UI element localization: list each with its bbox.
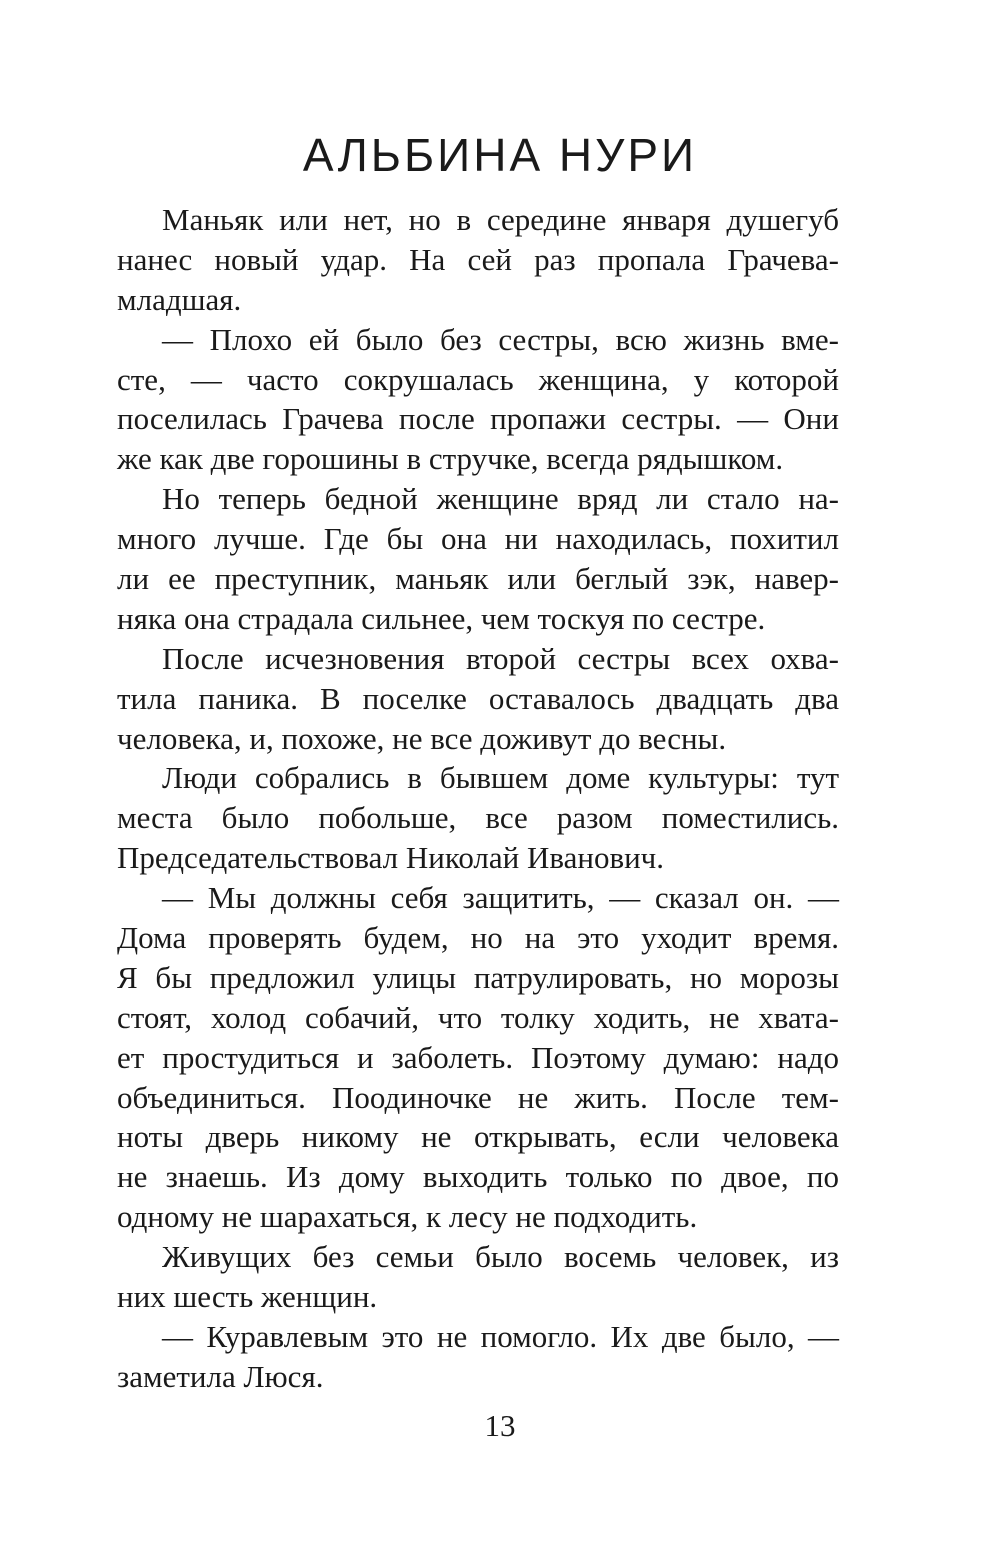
text-line: много лучше. Где бы она ни находилась, похитил [117, 521, 839, 557]
text-line: нанес новый удар. На сей раз пропала Грачева- [117, 241, 839, 277]
text-line: — Куравлевым это не помогло. Их две было, — [162, 1318, 839, 1354]
text-line: ноты дверь никому не открывать, если человека [117, 1119, 839, 1155]
paragraph [117, 1237, 839, 1317]
text-line: объединиться. Поодиночке не жить. После тем- [117, 1079, 839, 1115]
text-line: няка она страдала сильнее, чем тоскуя по сестре. [117, 600, 766, 636]
text-line: места было побольше, все разом поместились. [117, 800, 839, 836]
text-line: младшая. [117, 281, 242, 317]
text-line: них шесть женщин. [117, 1279, 378, 1315]
text-line: человека, и, похоже, не все доживут до весны. [117, 720, 727, 756]
text-line: одному не шарахаться, к лесу не подходить. [117, 1199, 698, 1235]
running-head-author: АЛЬБИНА НУРИ [302, 129, 698, 181]
page-number: 13 [484, 1408, 516, 1443]
text-line: поселилась Грачева после пропажи сестры. — Они [117, 401, 839, 437]
text-line: же как две горошины в стручке, всегда рядышком. [117, 441, 784, 477]
paragraph [117, 758, 839, 878]
paragraph [117, 479, 839, 639]
text-line: сте, — часто сокрушалась женщина, у которой [117, 361, 839, 397]
text-line: заметила Люся. [117, 1358, 324, 1394]
text-line: ли ее преступник, маньяк или беглый зэк, навер- [117, 561, 839, 597]
text-line: После исчезновения второй сестры всех охва- [162, 640, 839, 676]
paragraph [117, 878, 839, 1237]
text-line: Люди собрались в бывшем доме культуры: тут [162, 760, 839, 796]
paragraph [117, 639, 839, 759]
paragraph [117, 200, 839, 320]
text-line: — Мы должны себя защитить, — сказал он. — [162, 880, 839, 916]
text-line: ет простудиться и заболеть. Поэтому думаю: надо [117, 1039, 839, 1075]
text-line: Живущих без семьи было восемь человек, из [162, 1239, 839, 1275]
text-line: стоят, холод собачий, что толку ходить, не хвата- [117, 999, 839, 1035]
paragraph [117, 1317, 839, 1397]
text-line: Дома проверять будем, но на это уходит время. [117, 920, 839, 956]
text-line: Но теперь бедной женщине вряд ли стало на- [162, 481, 839, 517]
body-text [117, 200, 839, 1397]
text-line: Маньяк или нет, но в середине января душегуб [162, 202, 839, 237]
text-line: не знаешь. Из дому выходить только по двое, по [117, 1159, 839, 1195]
text-line: тила паника. В поселке оставалось двадцать два [117, 680, 839, 716]
text-line: Я бы предложил улицы патрулировать, но морозы [117, 959, 839, 995]
paragraph [117, 320, 839, 480]
text-line: — Плохо ей было без сестры, всю жизнь вме- [162, 321, 839, 357]
text-line: Председательствовал Николай Иванович. [117, 840, 665, 876]
